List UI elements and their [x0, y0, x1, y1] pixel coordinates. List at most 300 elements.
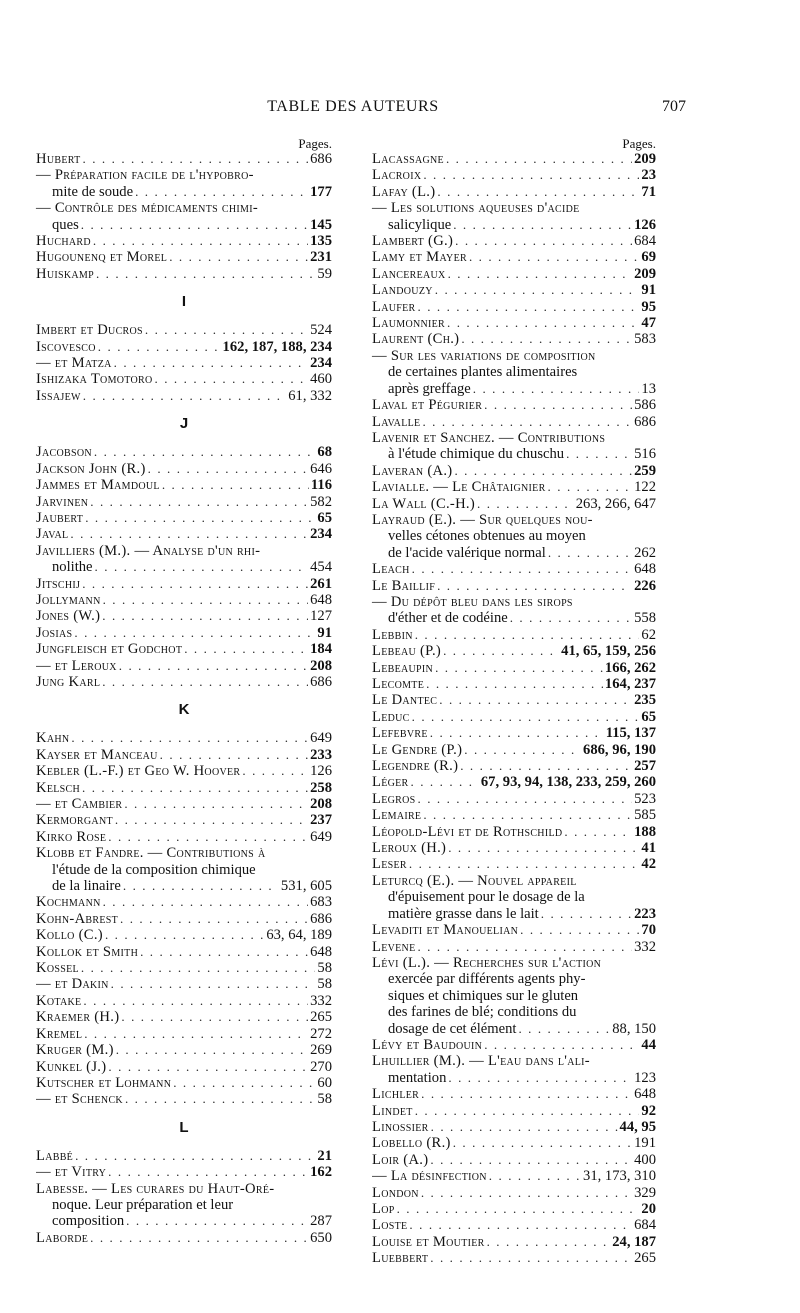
- entry-final-line: [372, 610, 656, 626]
- entry-final-line: [36, 526, 332, 542]
- index-entry: [36, 1026, 332, 1042]
- entry-final-line: [36, 1230, 332, 1246]
- entry-name: Hugounenq et Morel: [36, 249, 168, 266]
- entry-name: Lebbin: [372, 626, 413, 643]
- dot-leader: [125, 1091, 315, 1107]
- page-references: 684: [634, 1217, 656, 1234]
- entry-text-line: — Contrôle des médicaments chimi-: [36, 200, 259, 217]
- index-entry: [372, 200, 656, 233]
- index-entry: [372, 578, 656, 594]
- index-entry: [36, 845, 332, 894]
- index-entry: [36, 355, 332, 371]
- entry-name: Jones (W.): [36, 608, 101, 625]
- page-references: 95: [641, 298, 656, 315]
- entry-name: Legendre (R.): [372, 758, 459, 775]
- entry-final-line: [36, 976, 332, 992]
- entry-name: Lindet: [372, 1102, 413, 1119]
- entry-final-line: [36, 339, 332, 355]
- dot-leader: [415, 1103, 640, 1119]
- index-entry: [36, 976, 332, 992]
- page-references: 686: [634, 413, 656, 430]
- index-entry: [36, 1009, 332, 1025]
- dot-leader: [169, 249, 308, 265]
- entry-name: Lancereaux: [372, 265, 446, 282]
- index-entry: [372, 496, 656, 512]
- dot-leader: [564, 824, 632, 840]
- dot-leader: [460, 758, 632, 774]
- page-references: 135: [310, 233, 332, 250]
- page-references: 686, 96, 190: [583, 741, 656, 758]
- page-references: 400: [634, 1151, 656, 1168]
- dot-leader: [469, 249, 639, 265]
- entry-name: mite de soude: [52, 183, 134, 200]
- entry-name: Le Dantec: [372, 692, 438, 709]
- entry-name: matière grasse dans le lait: [388, 905, 539, 922]
- index-entry: [372, 676, 656, 692]
- page-references: 265: [634, 1250, 656, 1267]
- entry-final-line: [372, 315, 656, 331]
- index-entry: [372, 807, 656, 823]
- dot-leader: [409, 856, 640, 872]
- dot-leader: [430, 1152, 632, 1168]
- page-references: 21: [317, 1147, 332, 1164]
- dot-leader: [409, 1217, 632, 1233]
- entry-name: d'éther et de codéine: [388, 610, 508, 627]
- dot-leader: [435, 282, 640, 298]
- page-references: 58: [317, 976, 332, 993]
- page-references: 70: [641, 922, 656, 939]
- entry-name: Luebbert: [372, 1250, 429, 1267]
- page-references: 686: [310, 673, 332, 690]
- page-references: 585: [634, 807, 656, 824]
- page-references: 58: [317, 960, 332, 977]
- letter-heading: J: [179, 415, 189, 433]
- page-references: 259: [634, 462, 656, 479]
- index-entry: [36, 796, 332, 812]
- index-entries-left: [36, 151, 332, 1246]
- entry-name: Kossel: [36, 960, 79, 977]
- page-references: 59: [317, 265, 332, 282]
- entry-final-line: [36, 796, 332, 812]
- dot-leader: [548, 545, 632, 561]
- dot-leader: [85, 510, 315, 526]
- dot-leader: [454, 463, 632, 479]
- entry-final-line: [36, 266, 332, 282]
- dot-leader: [116, 1042, 308, 1058]
- page-references: 91: [317, 624, 332, 641]
- entry-final-line: [372, 561, 656, 577]
- page-references: 13: [641, 380, 656, 397]
- entry-final-line: [372, 167, 656, 183]
- page-references: 162, 187, 188, 234: [222, 338, 332, 355]
- entry-final-line: [36, 1026, 332, 1042]
- dot-leader: [455, 233, 632, 249]
- entry-name: — et Cambier: [36, 796, 123, 812]
- dot-leader: [83, 993, 308, 1009]
- page-references: 287: [310, 1213, 332, 1230]
- page-references: 92: [641, 1102, 656, 1119]
- index-entry: [36, 167, 332, 200]
- dot-leader: [83, 151, 309, 167]
- entry-text-line: siques et chimiques sur le gluten: [388, 987, 579, 1004]
- page-references: 649: [310, 730, 332, 747]
- index-entry: [372, 1053, 656, 1086]
- letter-heading: I: [181, 293, 187, 311]
- entry-name: Lecomte: [372, 676, 425, 692]
- pages-label: Pages.: [622, 136, 656, 151]
- index-entry: [372, 249, 656, 265]
- entry-name: Lichler: [372, 1086, 420, 1103]
- entry-name: — et Dakin: [36, 976, 109, 993]
- entry-final-line: [372, 299, 656, 315]
- page-references: 683: [310, 894, 332, 911]
- page-references: 24, 187: [612, 1233, 656, 1250]
- dot-leader: [160, 747, 308, 763]
- entry-final-line: [36, 747, 332, 763]
- entry-final-line: [36, 151, 332, 167]
- entry-name: Kruger (M.): [36, 1042, 114, 1059]
- entry-final-line: [372, 446, 656, 462]
- index-entry: [372, 1135, 656, 1151]
- entry-name: à l'étude chimique du chuschu: [388, 446, 565, 463]
- page-references: 20: [641, 1201, 656, 1217]
- index-entry: [36, 829, 332, 845]
- entry-final-line: [372, 643, 656, 659]
- page-references: 460: [310, 371, 332, 388]
- entry-name: London: [372, 1184, 419, 1201]
- entry-final-line: [36, 878, 332, 894]
- page-references: 649: [310, 828, 332, 845]
- entry-name: Loste: [372, 1217, 408, 1234]
- entry-final-line: [36, 960, 332, 976]
- dot-leader: [119, 658, 308, 674]
- index-entry: [36, 1148, 332, 1164]
- entry-name: Laufer: [372, 298, 416, 315]
- entry-name: Lamy et Mayer: [372, 249, 467, 266]
- dot-leader: [443, 643, 559, 659]
- page-references: 63, 64, 189: [266, 927, 332, 944]
- page-number: 707: [662, 98, 686, 115]
- entry-final-line: [372, 331, 656, 347]
- index-entry: [36, 812, 332, 828]
- page-references: 270: [310, 1058, 332, 1075]
- page-references: 235: [634, 692, 656, 709]
- dot-leader: [477, 496, 574, 512]
- page-references: 208: [310, 796, 332, 812]
- entry-final-line: [372, 824, 656, 840]
- entry-name: mentation: [388, 1069, 447, 1086]
- dot-leader: [415, 627, 640, 643]
- dot-leader: [90, 1230, 308, 1246]
- entry-name: Kunkel (J.): [36, 1058, 107, 1075]
- entry-text-line: Javilliers (M.). — Analyse d'un rhi-: [36, 542, 261, 559]
- entry-name: Kahn: [36, 730, 70, 747]
- page-references: 257: [634, 758, 656, 775]
- page-references: 648: [634, 1086, 656, 1103]
- entry-name: Lefebvre: [372, 725, 428, 742]
- page-references: 58: [317, 1091, 332, 1108]
- page-references: 184: [310, 641, 332, 658]
- dot-leader: [437, 184, 639, 200]
- index-entry: [372, 151, 656, 167]
- entry-name: Kermorgant: [36, 812, 113, 829]
- entry-final-line: [372, 397, 656, 413]
- page-references: 648: [634, 561, 656, 578]
- index-entry: [36, 510, 332, 526]
- index-entry: [36, 266, 332, 282]
- index-entry: [372, 1250, 656, 1266]
- entry-final-line: [372, 1135, 656, 1151]
- dot-leader: [412, 561, 632, 577]
- dot-leader: [108, 1059, 308, 1075]
- page-references: 586: [634, 397, 656, 414]
- entry-final-line: [36, 233, 332, 249]
- page-references: 237: [310, 812, 332, 829]
- dot-leader: [566, 446, 632, 462]
- dot-leader: [120, 911, 308, 927]
- page-references: 41, 65, 159, 256: [561, 643, 656, 660]
- entry-final-line: [36, 1042, 332, 1058]
- letter-heading: K: [178, 701, 190, 719]
- entry-name: Legros: [372, 790, 416, 807]
- index-entry: [36, 461, 332, 477]
- entry-name: Kohn-Abrest: [36, 910, 119, 927]
- index-entry: [36, 780, 332, 796]
- page-references: 41: [641, 840, 656, 857]
- page-references: 684: [634, 233, 656, 250]
- index-entry: [36, 747, 332, 763]
- index-entry: [372, 331, 656, 347]
- index-entry: [372, 1168, 656, 1184]
- entry-name: nolithe: [52, 559, 93, 576]
- index-entry: [36, 233, 332, 249]
- entry-final-line: [372, 1217, 656, 1233]
- entry-name: Kayser et Manceau: [36, 746, 158, 763]
- index-entry: [372, 167, 656, 183]
- entry-final-line: [372, 791, 656, 807]
- dot-leader: [105, 927, 264, 943]
- page-references: 61, 332: [288, 387, 332, 404]
- dot-leader: [431, 1119, 618, 1135]
- index-entry: [372, 873, 656, 922]
- dot-leader: [446, 151, 632, 167]
- index-entry: [36, 674, 332, 690]
- dot-leader: [422, 414, 632, 430]
- dot-leader: [121, 1009, 308, 1025]
- index-entry: [372, 561, 656, 577]
- entry-final-line: [36, 812, 332, 828]
- dot-leader: [70, 526, 308, 542]
- dot-leader: [510, 610, 632, 626]
- entry-name: Levaditi et Manouelian: [372, 922, 519, 939]
- dot-leader: [148, 461, 308, 477]
- entry-final-line: [372, 742, 656, 758]
- entry-final-line: [372, 233, 656, 249]
- dot-leader: [473, 381, 640, 397]
- entry-name: Leach: [372, 561, 410, 578]
- page-references: 524: [310, 322, 332, 339]
- entry-name: Laveran (A.): [372, 462, 453, 479]
- entry-name: Kelsch: [36, 779, 81, 796]
- entry-name: Le Baillif: [372, 577, 436, 594]
- page-references: 65: [317, 509, 332, 526]
- dot-leader: [98, 339, 221, 355]
- dot-leader: [418, 299, 640, 315]
- index-entry: [372, 955, 656, 1037]
- page-references: 329: [634, 1184, 656, 1201]
- entry-name: Huchard: [36, 233, 91, 250]
- entry-final-line: [36, 494, 332, 510]
- entry-name: Lobello (R.): [372, 1135, 451, 1152]
- entry-name: La Wall (C.-H.): [372, 495, 476, 512]
- entry-final-line: [36, 911, 332, 927]
- index-entry: [372, 643, 656, 659]
- entry-name: — et Matza: [36, 355, 112, 372]
- entry-final-line: [36, 1075, 332, 1091]
- dot-leader: [83, 388, 286, 404]
- page-references: 646: [310, 460, 332, 477]
- entry-final-line: [36, 1091, 332, 1107]
- page-header: [40, 98, 686, 122]
- dot-leader: [421, 1086, 632, 1102]
- entry-name: Loir (A.): [372, 1151, 429, 1168]
- dot-leader: [82, 780, 308, 796]
- entry-name: Lavalle: [372, 413, 421, 430]
- entry-final-line: [372, 545, 656, 561]
- page-references: 88, 150: [612, 1020, 656, 1037]
- page-references: 44: [641, 1036, 656, 1053]
- dot-leader: [430, 1250, 632, 1266]
- dot-leader: [548, 479, 633, 495]
- index-entry: [372, 660, 656, 676]
- entry-name: Léger: [372, 774, 409, 791]
- dot-leader: [397, 1201, 640, 1217]
- entry-final-line: [36, 322, 332, 338]
- index-entry: [372, 1119, 656, 1135]
- entry-name: Lacroix: [372, 167, 422, 184]
- entry-text-line: Lhuillier (M.). — L'eau dans l'ali-: [372, 1053, 590, 1070]
- page-references: 164, 237: [604, 676, 656, 692]
- dot-leader: [94, 444, 316, 460]
- entry-name: Jammes et Mamdoul: [36, 477, 160, 494]
- index-entry: [372, 233, 656, 249]
- entry-name: Kremel: [36, 1025, 83, 1042]
- page-references: 162: [310, 1164, 332, 1181]
- entry-final-line: [36, 641, 332, 657]
- entry-name: Jackson John (R.): [36, 460, 146, 477]
- page-references: 209: [634, 265, 656, 282]
- index-entry: [372, 1152, 656, 1168]
- dot-leader: [426, 676, 603, 692]
- dot-leader: [102, 608, 308, 624]
- entry-name: Leroux (H.): [372, 840, 447, 857]
- dot-leader: [448, 266, 633, 282]
- entry-name: Levene: [372, 938, 416, 955]
- page-references: 126: [634, 216, 656, 233]
- entry-text-line: Layraud (E.). — Sur quelques nou-: [372, 511, 593, 528]
- dot-leader: [448, 1070, 632, 1086]
- dot-leader: [93, 233, 308, 249]
- index-entry: [36, 1091, 332, 1107]
- entry-final-line: [36, 625, 332, 641]
- index-entry: [36, 543, 332, 576]
- index-entry: [372, 742, 656, 758]
- page-references: 145: [310, 216, 332, 233]
- entry-final-line: [36, 592, 332, 608]
- index-entry: [36, 1230, 332, 1246]
- dot-leader: [90, 494, 308, 510]
- index-entry: [372, 1103, 656, 1119]
- page-references: 123: [634, 1069, 656, 1086]
- index-entry: [36, 658, 332, 674]
- page-references: 650: [310, 1229, 332, 1246]
- entry-name: Jollymann: [36, 591, 101, 608]
- entry-text-line: velles cétones obtenues au moyen: [388, 528, 586, 545]
- index-entry: [36, 641, 332, 657]
- page-references: 65: [641, 708, 656, 725]
- page-references: 115, 137: [605, 725, 656, 742]
- page-references: 258: [310, 779, 332, 796]
- page-references: 60: [317, 1074, 332, 1091]
- entry-name: Hubert: [36, 151, 81, 167]
- dot-leader: [103, 894, 309, 910]
- entry-final-line: [372, 496, 656, 512]
- entry-text-line: l'étude de la composition chimique: [52, 861, 256, 878]
- entry-final-line: [36, 559, 332, 575]
- entry-name: Kraemer (H.): [36, 1009, 120, 1026]
- entry-name: Lacassagne: [372, 151, 444, 167]
- dot-leader: [81, 217, 308, 233]
- entry-final-line: [36, 444, 332, 460]
- index-entry: [372, 184, 656, 200]
- entry-name: — La désinfection: [372, 1168, 487, 1185]
- index-entry: [36, 200, 332, 233]
- entry-final-line: [36, 1148, 332, 1164]
- entry-name: Huiskamp: [36, 265, 94, 282]
- entry-final-line: [372, 1250, 656, 1266]
- entry-final-line: [36, 780, 332, 796]
- entry-final-line: [372, 660, 656, 676]
- entry-name: Louise et Moutier: [372, 1233, 485, 1250]
- dot-leader: [103, 592, 309, 608]
- dot-leader: [417, 939, 632, 955]
- entry-final-line: [372, 840, 656, 856]
- page-references: 71: [641, 183, 656, 200]
- entry-text-line: Lévi (L.). — Recherches sur l'action: [372, 954, 602, 971]
- index-entry: [372, 430, 656, 463]
- page-references: 91: [641, 282, 656, 299]
- index-entry: [372, 1086, 656, 1102]
- entry-final-line: [36, 477, 332, 493]
- entry-final-line: [372, 414, 656, 430]
- dot-leader: [81, 960, 316, 976]
- entry-final-line: [372, 184, 656, 200]
- index-entry: [372, 856, 656, 872]
- dot-leader: [464, 742, 581, 758]
- entry-name: Lop: [372, 1201, 395, 1217]
- entry-final-line: [372, 692, 656, 708]
- entry-final-line: [36, 658, 332, 674]
- index-entry: [372, 692, 656, 708]
- dot-leader: [155, 371, 309, 387]
- dot-leader: [489, 1168, 581, 1184]
- entry-name: Lavialle. — Le Châtaignier: [372, 479, 546, 496]
- entry-text-line: Leturcq (E.). — Nouvel appareil: [372, 872, 577, 889]
- dot-leader: [75, 1148, 315, 1164]
- entry-name: Laurent (Ch.): [372, 331, 460, 348]
- entry-name: Kochmann: [36, 894, 101, 911]
- entry-name: Jung Karl: [36, 673, 101, 690]
